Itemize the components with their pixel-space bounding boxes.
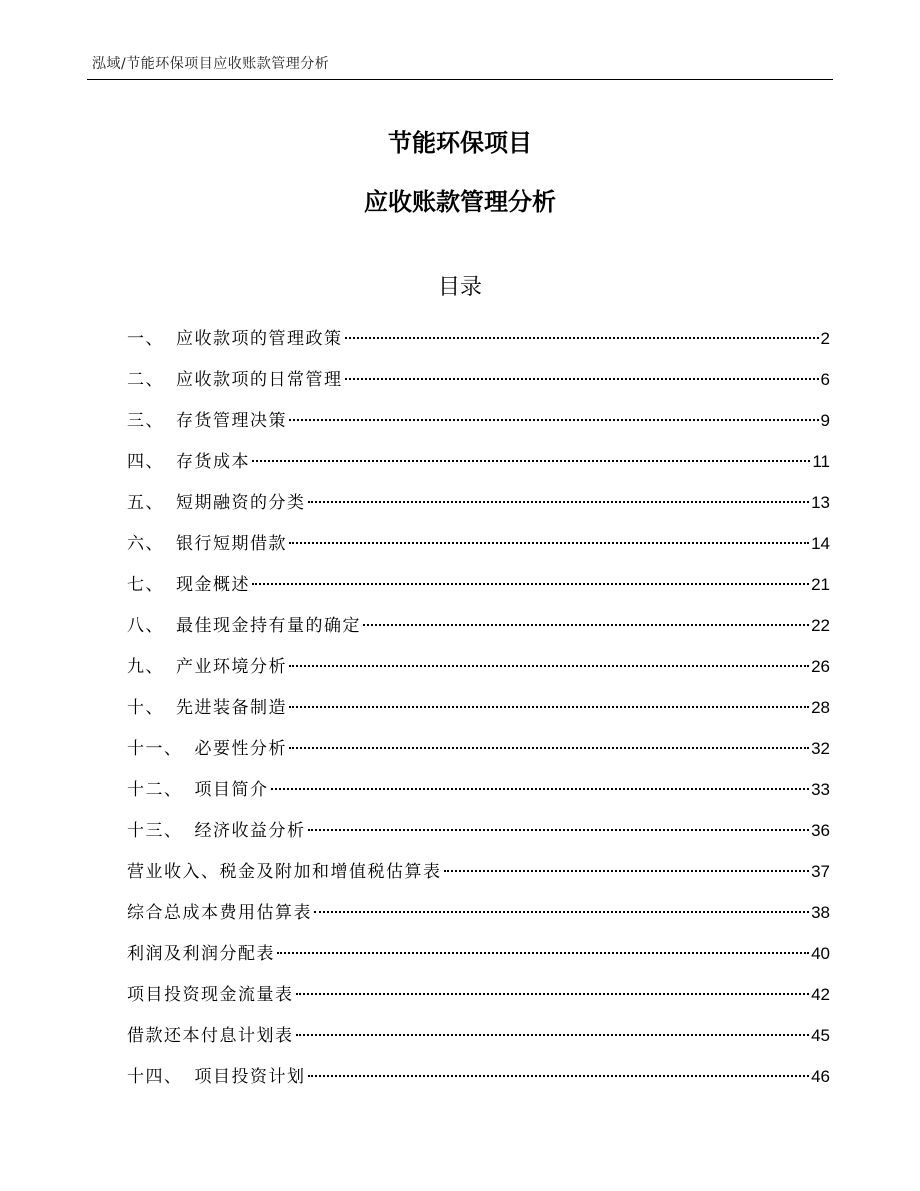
toc-entry-number: 七、 <box>127 575 164 595</box>
toc-entry[interactable] <box>127 646 830 687</box>
toc-entry-text: 项目投资计划 <box>194 1067 306 1087</box>
toc-entry[interactable] <box>127 523 830 564</box>
toc-entry[interactable] <box>127 728 830 769</box>
toc-leader-dots <box>289 747 809 749</box>
toc-entry[interactable] <box>127 359 830 400</box>
toc-entry[interactable] <box>127 769 830 810</box>
toc-entry-text: 应收款项的管理政策 <box>176 329 343 349</box>
toc-page-number: 38 <box>811 903 830 922</box>
toc-leader-dots <box>252 460 810 462</box>
toc-entry[interactable] <box>127 810 830 851</box>
toc-entry-text: 短期融资的分类 <box>176 493 306 513</box>
toc-entry[interactable] <box>127 851 830 892</box>
toc-entry-number: 十一、 <box>127 739 183 759</box>
toc-entry[interactable] <box>127 974 830 1015</box>
toc-leader-dots <box>289 706 809 708</box>
toc-leader-dots <box>314 911 809 913</box>
document-title-line-1: 节能环保项目 <box>388 129 532 157</box>
toc-entry-number: 十二、 <box>127 780 183 800</box>
toc-entry-number: 八、 <box>127 616 164 636</box>
toc-leader-dots <box>296 993 810 995</box>
toc-entry-label <box>127 442 250 483</box>
toc-page-number: 33 <box>811 780 830 799</box>
toc-leader-dots <box>345 378 819 380</box>
toc-leader-dots <box>277 952 809 954</box>
toc-entry-label <box>127 1016 294 1057</box>
toc-entry-text: 利润及利润分配表 <box>127 944 275 964</box>
toc-entry-number: 五、 <box>127 493 164 513</box>
toc-entry[interactable] <box>127 1015 830 1056</box>
toc-page-number: 37 <box>811 862 830 881</box>
toc-page-number: 46 <box>811 1067 830 1086</box>
toc-page-number: 6 <box>820 370 830 389</box>
toc-entry-number: 十三、 <box>127 821 183 841</box>
toc-entry-label <box>127 811 306 852</box>
toc-entry-label <box>127 483 306 524</box>
toc-leader-dots <box>289 419 819 421</box>
toc-leader-dots <box>296 1034 810 1036</box>
toc-leader-dots <box>289 665 809 667</box>
toc-entry-text: 综合总成本费用估算表 <box>127 903 312 923</box>
toc-entry-label <box>127 975 294 1016</box>
toc-entry-label <box>127 688 287 729</box>
toc-page-number: 14 <box>811 534 830 553</box>
toc-entry-number: 二、 <box>127 370 164 390</box>
header-rule <box>87 79 833 80</box>
toc-entry-text: 经济收益分析 <box>194 821 306 841</box>
toc-entry[interactable] <box>127 687 830 728</box>
toc-leader-dots <box>444 870 810 872</box>
toc-entry-label <box>127 401 287 442</box>
toc-entry[interactable] <box>127 400 830 441</box>
toc-page-number: 26 <box>811 657 830 676</box>
toc-page-number: 42 <box>811 985 830 1004</box>
toc-leader-dots <box>252 583 809 585</box>
toc-entry-number: 四、 <box>127 452 164 472</box>
toc-entry-text: 产业环境分析 <box>176 657 287 677</box>
toc-leader-dots <box>308 1075 810 1077</box>
toc-entry-text: 项目投资现金流量表 <box>127 985 294 1005</box>
toc-leader-dots <box>271 788 810 790</box>
toc-entry-number: 九、 <box>127 657 164 677</box>
toc-entry-label <box>127 770 269 811</box>
toc-entry-number: 一、 <box>127 329 164 349</box>
toc-page-number: 11 <box>812 452 830 471</box>
toc-entry-text: 先进装备制造 <box>176 698 287 718</box>
toc-entry-number: 三、 <box>127 411 164 431</box>
toc-page-number: 45 <box>811 1026 830 1045</box>
document-title-line-2: 应收账款管理分析 <box>364 188 556 216</box>
running-header: 泓域/节能环保项目应收账款管理分析 <box>92 56 330 72</box>
toc-entry[interactable] <box>127 933 830 974</box>
toc-entry-text: 最佳现金持有量的确定 <box>176 616 361 636</box>
toc-entry-label <box>127 606 361 647</box>
toc-entry-text: 必要性分析 <box>194 739 287 759</box>
toc-page-number: 13 <box>811 493 830 512</box>
toc-entry-text: 借款还本付息计划表 <box>127 1026 294 1046</box>
toc-entry[interactable] <box>127 441 830 482</box>
toc-entry-text: 银行短期借款 <box>176 534 287 554</box>
toc-page-number: 28 <box>811 698 830 717</box>
toc-entry[interactable] <box>127 892 830 933</box>
toc-entry-text: 营业收入、税金及附加和增值税估算表 <box>127 862 442 882</box>
toc-entry-text: 存货管理决策 <box>176 411 287 431</box>
toc-leader-dots <box>308 829 810 831</box>
toc-page-number: 2 <box>820 329 830 348</box>
toc-entry-label <box>127 1057 306 1098</box>
toc-entry-label <box>127 893 312 934</box>
toc-entry-number: 十四、 <box>127 1067 183 1087</box>
toc-entry-text: 项目简介 <box>194 780 269 800</box>
toc-page-number: 21 <box>811 575 830 594</box>
toc-entry-label <box>127 524 287 565</box>
toc-entry-label <box>127 852 442 893</box>
toc-leader-dots <box>308 501 810 503</box>
toc-heading: 目录 <box>437 275 482 300</box>
toc-entry-label <box>127 360 343 401</box>
toc-entry-number: 六、 <box>127 534 164 554</box>
toc-entry-number: 十、 <box>127 698 164 718</box>
toc-entry-text: 现金概述 <box>176 575 250 595</box>
toc-entry-text: 存货成本 <box>176 452 250 472</box>
toc-entry-label <box>127 565 250 606</box>
toc-entry-text: 应收款项的日常管理 <box>176 370 343 390</box>
toc-page-number: 36 <box>811 821 830 840</box>
toc-entry[interactable] <box>127 318 830 359</box>
toc-leader-dots <box>345 337 819 339</box>
toc-entry-label <box>127 647 287 688</box>
toc-entry-label <box>127 729 287 770</box>
toc-page-number: 22 <box>811 616 830 635</box>
toc-entry[interactable] <box>127 605 830 646</box>
toc-entry-label <box>127 934 275 975</box>
toc-page-number: 40 <box>811 944 830 963</box>
toc-leader-dots <box>363 624 809 626</box>
toc-entry[interactable] <box>127 482 830 523</box>
toc-entry-label <box>127 319 343 360</box>
toc-leader-dots <box>289 542 809 544</box>
toc-page-number: 9 <box>820 411 830 430</box>
toc-entry[interactable] <box>127 1056 830 1097</box>
toc-entry[interactable] <box>127 564 830 605</box>
toc-page-number: 32 <box>811 739 830 758</box>
table-of-contents <box>127 318 830 1097</box>
